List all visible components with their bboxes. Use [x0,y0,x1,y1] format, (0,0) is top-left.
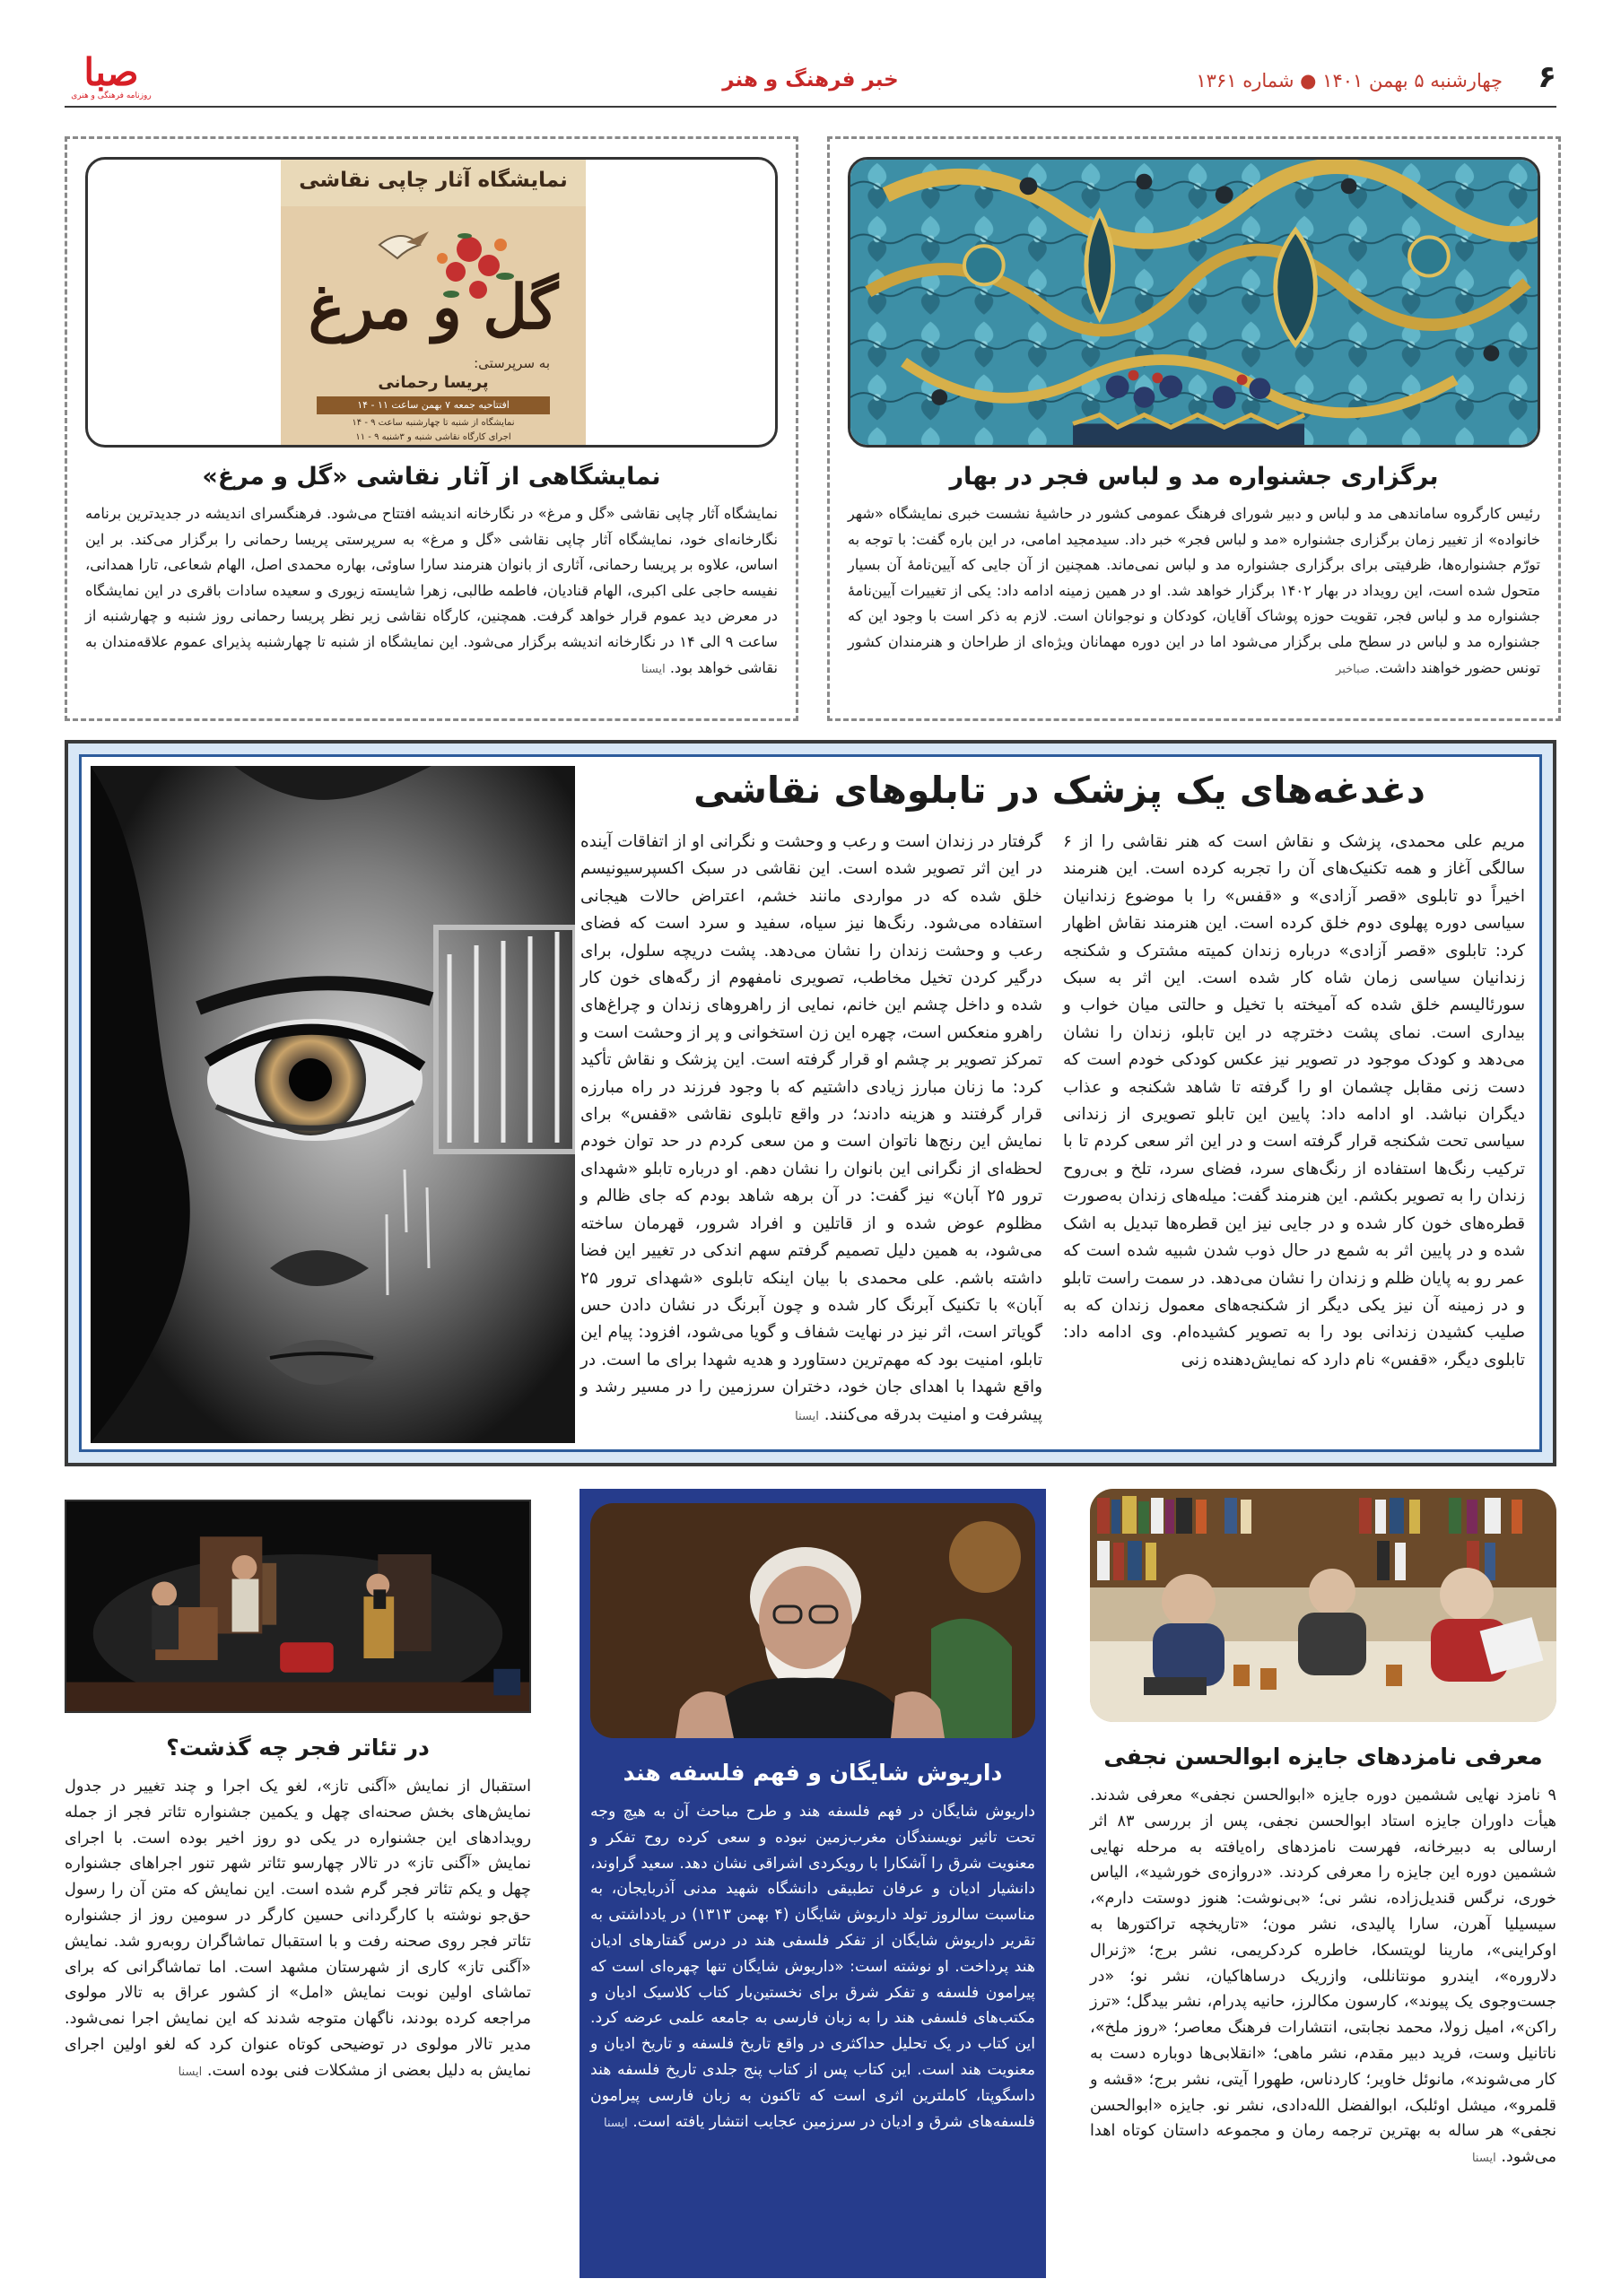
najafi-prize-article [1090,1489,1556,2287]
fajr-theater-article [65,1489,531,2287]
poster-supervisor-label: به سرپرستی: [474,355,550,371]
fashion-festival-text: رئیس کارگروه ساماندهی مد و لباس و دبیر شورای فرهنگ عمومی کشور در حاشیهٔ نشست خبری نمایشگاه «شهر خانواده» از تغییر زمان برگزاری جشنواره «مد و لباس فجر» خبر داد. سیدمجید امامی، در این باره گفت: با توجه به تورّم جشنواره‌ها، ظرفیتی برای برگزاری جشنواره مد و لباس نمی‌ماند. همچنین از آن جایی که آیین‌نامهٔ آن بسیار متحول شده است، این رویداد در بهار ۱۴۰۲ برگزار خواهد شد. او در همین زمینه ادامه داد: یکی از تغییرات آیین‌نامهٔ جشنواره مد و لباس فجر، تقویت حوزه پوشاک آقایان، کودکان و نوجوانان است. لازم به ذکر است با وجود این که جشنواره مد و لباس در سطح ملی برگزار می‌شود اما در این دوره مهمانان ویژه‌ای از طراحان و هنرمندان کشور تونس حضور خواهند داشت. [848,505,1540,676]
feature-column-2-text: گرفتار در زندان است و رعب و وحشت و نگرانی او از اتفاقات آینده در این اثر تصویر شده است. این نقاشی در سبک اکسپرسیونیسم خلق شده که در مواردی مانند خشم، اعتراض حالات هیجانی استفاده می‌شود. رنگ‌ها نیز سیاه، سفید و سرد است که فضای رعب و وحشت زندان را نشان می‌دهد. پشت دریچه سلول، برای درگیر کردن تخیل مخاطب، تصویری نامفهوم از رگه‌های خون کار شده و داخل چشم این خانم، نمایی از راهروهای زندان و چراغ‌های راهرو منعکس است، چهره این زن استخوانی و پر از وحشت است و تمرکز تصویر بر چشم او قرار گرفته است. این پزشک و نقاش تأکید کرد: ما زنان مبارز زیادی داشتیم که با وجود فرزند در راه مبارزه قرار گرفتند و هزینه دادند؛ در واقع تابلوی نقاشی «قفس» برای نمایش این رنج‌ها ناتوان است و من سعی کردم در حد توان خودم لحظه‌ای از نگرانی این بانوان را نشان دهم. او درباره تابلو «شهدای ترور ۲۵ آبان» نیز گفت: در آن برهه شاهد بودم که جای ظالم و مظلوم عوض شده و از قاتلین و افراد شرور، قهرمان ساخته می‌شود، به همین دلیل تصمیم گرفتم سهم اندکی در تغییر این فضا داشته باشم. علی محمدی با بیان اینکه تابلوی «شهدای ترور ۲۵ آبان» با تکنیک آبرنگ کار شده و چون آبرنگ در نشان دادن حس گویاتر است، اثر نیز در نهایت شفاف و گویا می‌شود، افزود: پیام این تابلو، امنیت بود که مهم‌ترین دستاورد و هدیه شهدا برای ما است. در واقع شهدا با اهدای جان خود، دختران سرزمین را در مسیر رشد و پیشرفت و امنیت بدرقه می‌کنند. [580,832,1043,1424]
page-number: ۶ [1538,59,1556,95]
woman-eye-painting [91,766,575,1443]
feature-source: ایسنا [795,1409,819,1423]
fashion-festival-source: صباخبر [1336,662,1371,676]
jury-meeting-photo [1090,1489,1556,1722]
shayegan-article [580,1489,1046,2278]
fajr-theater-body [65,1774,531,2086]
fajr-theater-headline[interactable]: در تئاتر فجر چه گذشت؟ [166,1735,430,1761]
shayegan-headline[interactable]: داریوش شایگان و فهم فلسفه هند [623,1760,1003,1786]
bookshelf-jury-image [1090,1489,1556,1722]
logo-tagline: روزنامه فرهنگی و هنری [71,91,152,100]
fabric-pattern-image [850,160,1538,445]
poster-exhibition-dates: نمایشگاه از شنبه تا چهارشنبه ساعت ۹ - ۱۴ [352,418,515,428]
exhibition-poster [85,157,778,448]
feature-column-2 [580,829,1042,1431]
flower-bird-text: نمایشگاه آثار چاپی نقاشی «گل و مرغ» در نگارخانه اندیشه افتتاح می‌شود. فرهنگسرای اندیشه در جدیدترین برنامه نگارخانه‌ای خود، نمایشگاه آثار چاپی نقاشی «گل و مرغ» به سرپرستی پریسا رحمانی را برگزار می‌کند. بر این اساس، علاوه بر پریسا رحمانی، آثاری از بانوان هنرمند سارا ساوئی، بهاره محمدی اصل، الهام شعاعی، تارا همدانی، نفیسه حاجی علی اکبری، الهام قنادیان، فاطمه طالبی، زهرا شایسته زیوری و سعیده سادات باقری در این نمایشگاه در معرض دید عموم قرار خواهد گرفت. همچنین، کارگاه نقاشی زیر نظر پریسا رحمانی روز شنبه و چهارشنبه از ساعت ۹ الی ۱۴ در نگارخانه اندیشه برگزار می‌شود. این نمایشگاه از شنبه تا چهارشنبه پذیرای عموم علاقه‌مندان به نقاشی خواهد بود. [85,505,778,676]
najafi-prize-source: ایسنا [1471,2152,1496,2166]
stage-performance-image [66,1501,529,1711]
elderly-man-portrait [590,1503,1035,1738]
feature-column-1: مریم علی محمدی، پزشک و نقاش است که هنر نقاشی را از ۶ سالگی آغاز و همه تکنیک‌های آن را تجربه کرده است. این هنرمند اخیراً دو تابلوی «قصر آزادی» و «قفس» را با موضوع زندانیان سیاسی دوره پهلوی دوم خلق کرده است. این هنرمند نقاش اظهار کرد: تابلوی «قصر آزادی» درباره زندان کمیته مشترک و شکنجه زندانیان سیاسی زمان شاه کار شده است. این اثر به سبک سورئالیسم خلق شده که آمیخته با تخیل و حالتی میان خواب و بیداری است. نمای پشت دخترچه در این تابلو، زندان را نشان می‌دهد و کودک موجود در تصویر نیز عکس کودکی خودم است که دست زنی مقابل چشمان او را گرفته تا شاهد شکنجه و عذاب دیگران نباشد. او ادامه داد: پایین این تابلو تصویری از زندانی سیاسی تحت شکنجه قرار گرفته است و در این اثر سعی کردم تا با ترکیب رنگ‌ها استفاده از رنگ‌های سرد، فضای سرد، تلخ و بی‌روح زندان را به تصویر بکشم. این هنرمند گفت: میله‌های زندان به‌صورت قطره‌های خون کار شده و در جایی نیز این قطره‌ها تبدیل به اشک شده و در پایین اثر به شمع در حال ذوب شدن شبیه شده است که عمر رو به پایان ظلم و زندان را نشان می‌دهد. در سمت راست تابلو و در زمینه آن نیز یکی دیگر از شکنجه‌های معمول زندان که به صلیب کشیدن زندانی بود را به تصویر کشیده‌ام. وی ادامه داد: تابلوی دیگر، «قفس» نام دارد که نمایش‌دهنده زنی [1063,832,1525,1370]
fashion-festival-body [848,501,1540,683]
najafi-prize-body [1090,1783,1556,2172]
fashion-festival-article [827,136,1561,721]
shayegan-body [590,1799,1035,2136]
doctor-painter-feature [65,740,1556,1466]
shayegan-source: ایسنا [604,2116,628,2130]
cage-painting-photo [91,766,575,1443]
embroidered-fabric-photo [848,157,1540,448]
shayegan-text: داریوش شایگان در فهم فلسفه هند و طرح مباحث آن به هیچ وجه تحت تاثیر نویسندگان مغرب‌زمین نبوده و سعی کرده روح تفکر و معنویت شرق را آشکارا با رویکردی اشراقی نشان دهد. سعید گراوند، دانشیار ادیان و عرفان تطبیقی دانشگاه شهید مدنی آذربایجان، به مناسبت سالروز تولد داریوش شایگان (۴ بهمن ۱۳۱۳) در یادداشتی به تقریر داریوش شایگان از تفکر فلسفی هند در درس گفتارهای ادیان هند پرداخت. او نوشته است: «داریوش شایگان تنها چهره‌ای است که پیرامون فلسفه و تفکر شرق برای نخستین‌بار کتاب کلاسیک ادیان و مکتب‌های فلسفی هند را به زبان فارسی به جامعه علمی عرضه کرد. این کتاب در یک تحلیل حداکثری در واقع تاریخ فلسفه و تاریخ ادیان و معنویت هند است. این کتاب پس از کتاب پنج جلدی تاریخ فلسفه هند داسگوپتا، کاملترین اثری است که تاکنون به زبان فارسی پیرامون فلسفه‌های شرق و ادیان در سرزمین عجایب انتشار یافته است. [590,1803,1035,2131]
flower-bird-exhibition-article [65,136,798,721]
shayegan-portrait-photo [590,1503,1035,1738]
feature-panel [79,754,1542,1452]
poster-calligraphy: گل و مرغ [308,272,559,344]
fashion-festival-headline[interactable]: برگزاری جشنواره مد و لباس فجر در بهار [949,463,1439,491]
fajr-theater-source: ایسنا [178,2065,203,2079]
logo-wordmark: صبا [83,50,139,94]
flower-bird-source: ایسنا [641,662,666,676]
poster-opening-time: افتتاحیه جمعه ۷ بهمن ساعت ۱۱ - ۱۴ [317,396,550,414]
flower-bird-headline[interactable]: نمایشگاهی از آثار نقاشی «گل و مرغ» [202,463,661,491]
fajr-theater-text: استقبال از نمایش «آگنی تاز»، لغو یک اجرا و چند تغییر در جدول نمایش‌های بخش صحنه‌ای چهل و یکمین جشنواره تئاتر فجر از جمله رویدادهای این جشنواره در یکی دو روز اخیر بوده است. با اجرای نمایش «آگنی تاز» در تالار چهارسو تئاتر شهر تنور اجراهای جشنواره چهل و یکم تئاتر فجر گرم شده است. این نمایش که متن آن را رسول حق‌جو نوشته با کارگردانی حسین کارگر در سومین روز از جشنواره تئاتر فجر روی صحنه رفت و با استقبال تماشاگران روبه‌رو شد. نمایش «آگنی تاز» کاری از شهرستان مشهد است. اما تماشاگرانی که برای تماشای اولین نوبت نمایش «امل» از کشور عراق به تالار مولوی مراجعه کرده بودند، ناگهان متوجه شدند که این نمایش اجرا نمی‌شود. مدیر تالار مولوی در توضیحی کوتاه عنوان کرد که لغو اولین اجرای نمایش به دلیل بعضی از مشکلات فنی بوده است. [65,1778,531,2080]
poster-supervisor-name: پریسا رحمانی [378,373,489,392]
feature-headline[interactable]: دغدغه‌های یک پزشک در تابلوهای نقاشی [693,769,1425,812]
najafi-prize-text: ۹ نامزد نهایی ششمین دوره جایزه «ابوالحسن نجفی» معرفی شدند. هیأت داوران جایزه استاد ابوالحسن نجفی، پس از بررسی ۸۳ اثر ارسالی به دبیرخانه، فهرست نامزدهای راه‌یافته به مرحله نهایی ششمین دوره این جایزه را معرفی کردند. «دروازه‌ی خورشید»، الیاس خوری، نرگس قندیل‌زاده، نشر نی؛ «بی‌نوشت: هنوز دوستت دارم»، سیسیلیا آهرن، سارا پالیدی، نشر مون؛ «تاریخچه تراکتورها به اوکراینی»، مارینا لویتسکا، خاطره کردکریمی، نشر برج؛ «ژنرال دلاروره»، ایندرو مونتانللی، وازریک درساهاکیان، نشر نو؛ «در جست‌وجوی یک پیوند»، کارسون مکالرز، حانیه پدرام، نشر بیدگل؛ «ترز راکن»، امیل زولا، محمد نجابتی، انتشارات فرهنگ معاصر؛ «روز ملخ»، ناتانیل وست، فرید دبیر مقدم، نشر ماهی؛ «انقلابی‌ها دوباره دست به کار می‌شوند»، مانوئل خاویر؛ کاردناس، طهورا آیتی، نشر برج؛ «قشه و قلمرو»، میشل اوئلبک، ابوالفضل الله‌دادی، نشر نو. جایزه «ابوالحسن نجفی» هر ساله به بهترین ترجمه رمان و مجموعه داستان کوتاه اهدا می‌شود. [1090,1787,1557,2167]
flower-bird-body [85,501,778,683]
poster-heading: نمایشگاه آثار چاپی نقاشی [299,169,568,192]
section-title: خبر فرهنگ و هنر [722,68,899,91]
poster-workshop-hours: اجرای کارگاه نقاشی شنبه و ۳شنبه ۹ - ۱۱ [355,432,511,442]
masthead [65,50,1556,108]
najafi-prize-headline[interactable]: معرفی نامزدهای جایزه ابوالحسن نجفی [1103,1744,1543,1770]
poster-card [281,160,586,448]
theater-stage-photo [65,1500,531,1713]
issue-date-line: چهارشنبه ۵ بهمن ۱۴۰۱ ● شماره ۱۳۶۱ [1196,70,1503,91]
newspaper-logo[interactable] [65,52,158,102]
